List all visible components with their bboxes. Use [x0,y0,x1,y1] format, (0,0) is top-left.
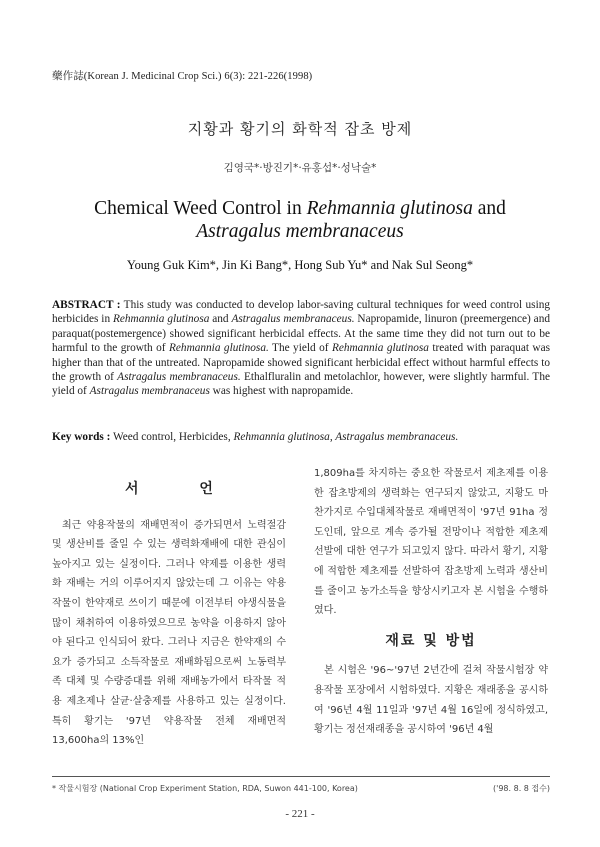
introduction-paragraph-part1: 최근 약용작물의 재배면적이 증가되면서 노력절감 및 생산비를 줄일 수 있는 생력화재배에 대한 관심이 높아지고 있는 실정이다. 그러나 약제를 이용한 생력화 재배는 거의 이루어지지 않았는데 그 이유는 약용작물이 한약재로 쓰이기 때문에 이전부터 야생식물을 많이 채취하여 이용하였으므로 농약을 이용하지 않아야 된다고 인식되어 왔다. 그러나 지금은 한약재의 수요가 증가되고 소득작물로 재배화됨으로써 노동력부족 대체 및 수량증대를 위해 재배농가에서 타작물 적용 제초제나 살균·살충제를 사용하고 있는 실정이다. 특히 황기는 '97년 약용작물 전체 재배면적 13,600ha의 13%인 [52,519,286,747]
received-date: ('98. 8. 8 접수) [493,784,550,793]
introduction-paragraph-part2: 1,809ha를 차지하는 중요한 작물로서 제초제를 이용한 잡초방제의 생력화는 연구되지 않았고, 지황도 마찬가지로 수입대체작물로 재배면적이 '97년 91ha 정도인데, 앞으로 계속 증가될 전망이나 적합한 제초제 선발에 대한 연구가 되고있지 않다. 따라서 황기, 지황에 적합한 제초제를 선발하여 잡초방제 노력과 생산비를 줄이고 농가소득을 향상시키고자 본 시험을 수행하였다. [314,468,548,617]
section-heading-introduction: 서 언 [125,481,241,497]
keywords-label: Key words : [52,431,111,443]
abstract: ABSTRACT : This study was conducted to develop labor-saving cultural techniques for weed control using herbicides in Rehmannia glutinosa and Astragalus membranaceus. Napropamide, linuron (preemergence) and paraquat(postemergence) showed significant herbicidal effects. At the same time they did not turn out to be harmful to the growth of Rehmannia glutinosa. The yield of Rehmannia glutinosa treated with paraquat was higher than that of the untreated. Napropamide showed significant herbicidal effect without harmful effects to the growth of Astragalus membranaceus. Ethalfluralin and metolachlor, however, were slightly harmful. The yield of Astragalus membranaceus was highest with napropamide. [52,299,551,398]
title-english-line2: Astragalus membranaceus [196,221,404,242]
title-english [0,197,600,243]
column-right [314,464,548,740]
authors-english: Young Guk Kim*, Jin Ki Bang*, Hong Sub Yu* and Nak Sul Seong* [126,258,474,272]
journal-citation: 藥作誌(Korean J. Medicinal Crop Sci.) 6(3): 221-226(1998) [52,71,313,82]
footnote: * 작물시험장 (National Crop Experiment Station, RDA, Suwon 441-100, Korea) [52,784,358,793]
page-number: - 221 - [285,808,315,820]
title-korean: 지황과 황기의 화학적 잡초 방제 [187,120,413,138]
abstract-label: ABSTRACT : [52,299,121,311]
title-english-line1: Chemical Weed Control in Rehmannia glutinosa and [94,198,506,219]
column-left [52,464,286,751]
footnote-rule [52,776,550,777]
keywords: Key words : Weed control, Herbicides, Rehmannia glutinosa, Astragalus membranaceus. [52,431,459,443]
methods-paragraph: 본 시험은 '96~'97년 2년간에 걸쳐 작물시험장 약용작물 포장에서 시험하였다. 지황은 재래종을 공시하여 '96년 4월 11일과 '97년 4월 16일에 정식하였고, 황기는 정선재래종을 공시하여 '96년 4월 [314,665,548,736]
authors-korean: 김영국*·방진기*·유홍섭*·성낙술* [223,162,377,174]
section-heading-methods: 재료 및 방법 [385,632,477,649]
